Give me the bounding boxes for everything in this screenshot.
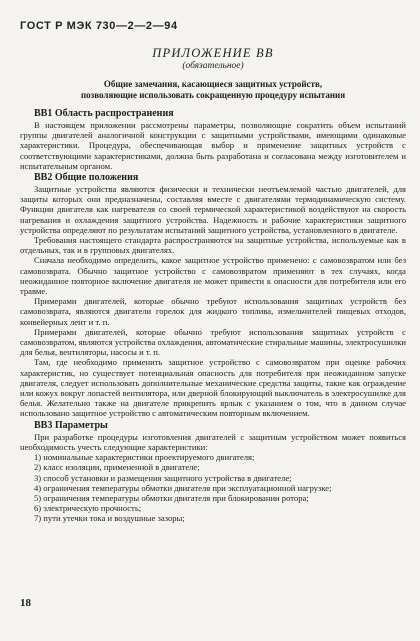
parameter-list bbox=[20, 452, 406, 523]
list-item: 6) электрическую прочность; bbox=[34, 503, 142, 514]
appendix-heading-line-2: позволяющие использовать сокращенную процедуру испытания bbox=[80, 90, 346, 100]
section-bb1 bbox=[20, 108, 406, 171]
paragraph: В настоящем приложении рассмотрены параметры, позволяющие сократить объем испытаний группы двигателей аналогичной конструкции с защитными устройствами, имеющими одинаковые характеристики. Процедура, обеспечивающая выбор и применение защитных устройств с соответствующими характеристиками, должна быть разработана и согласована между изготовителем и испытательным органом. bbox=[20, 120, 406, 171]
appendix-heading-line-1: Общие замечания, касающиеся защитных устройств, bbox=[103, 79, 323, 89]
section-heading: ВВ3 Параметры bbox=[34, 419, 108, 431]
paragraph: Там, где необходимо применить защитное устройство с самовозвратом при оценке рабочих характеристик, но существует потенциальная опасность для потребителя при неожиданном запуске двигателя, следует использовать дополнительные механические средства защиты, такие как ограждение или кожух вокруг лопастей вентилятора, или дверной блокирующий выключатель в электросушилке для белья. Желательно также на двигателе прикрепить ярлык с указанием о том, что в данном случае использовано защитное устройство с автоматическим повторным включением. bbox=[20, 357, 406, 419]
paragraph: Примерами двигателей, которые обычно требуют использования защитных устройств с самовозвратом, являются устройства охлаждения, автоматические стиральные машины, электросушилки для белья, вентиляторы, насосы и т. п. bbox=[20, 326, 406, 358]
appendix-title: ПРИЛОЖЕНИЕ ВВ bbox=[152, 46, 274, 60]
paragraph: Защитные устройства являются физически и технически неотъемлемой частью двигателей, для защиты которых они предназначены, составляя вместе с двигателями термодинамическую систему. Функции двигателя как нагревателя со своей термической характеристикой воздействуют на скорость нагревания и охлаждения защитного устройства. Надежность и рабочие характеристики защитного устройства определяют по результатам испытаний защитного устройства, установленного в двигателе. bbox=[20, 184, 406, 235]
list-item: 2) класс изоляции, примененной в двигателе; bbox=[34, 462, 200, 473]
running-header: ГОСТ Р МЭК 730—2—2—94 bbox=[20, 20, 178, 32]
section-bb2 bbox=[20, 172, 406, 419]
section-bb3 bbox=[20, 420, 406, 524]
paragraph: Сначала необходимо определить, какое защитное устройство применено: с самовозвратом или без самовозврата. Обычно защитное устройство с самовозвратом применяют в тех случаях, когда неожиданное повторное включение двигателя не может привести к опасности для потребителя или его травме. bbox=[20, 255, 406, 297]
appendix-heading bbox=[20, 79, 406, 101]
list-item: 5) ограничения температуры обмотки двигателя при блокировании ротора; bbox=[34, 492, 309, 503]
page-number: 18 bbox=[20, 597, 31, 609]
section-heading: ВВ2 Общие положения bbox=[34, 172, 139, 184]
section-heading: ВВ1 Область распространения bbox=[34, 108, 174, 119]
appendix-note: (обязательное) bbox=[182, 61, 244, 71]
list-item: 3) способ установки и размещения защитного устройства в двигателе; bbox=[34, 472, 292, 483]
paragraph: Примерами двигателей, которые обычно требуют использования защитных устройств без самовозврата, являются двигатели горелок для жидкого топлива, измельчителей пищевых отходов, конвейерных лент и т. п. bbox=[20, 296, 406, 327]
paragraph: При разработке процедуры изготовления двигателей с защитным устройством может появиться необходимость учесть следующие характеристики: bbox=[20, 431, 406, 452]
list-item: 1) номинальные характеристики проектируемого двигателя; bbox=[34, 452, 255, 463]
list-item: 4) ограничения температуры обмотки двигателя при эксплуатационной нагрузке; bbox=[34, 482, 332, 493]
paragraph: Требования настоящего стандарта распространяются на защитные устройства, используемые как в отдельных, так и в групповых двигателях. bbox=[20, 235, 406, 256]
list-item: 7) пути утечки тока и воздушные зазоры; bbox=[34, 513, 185, 524]
